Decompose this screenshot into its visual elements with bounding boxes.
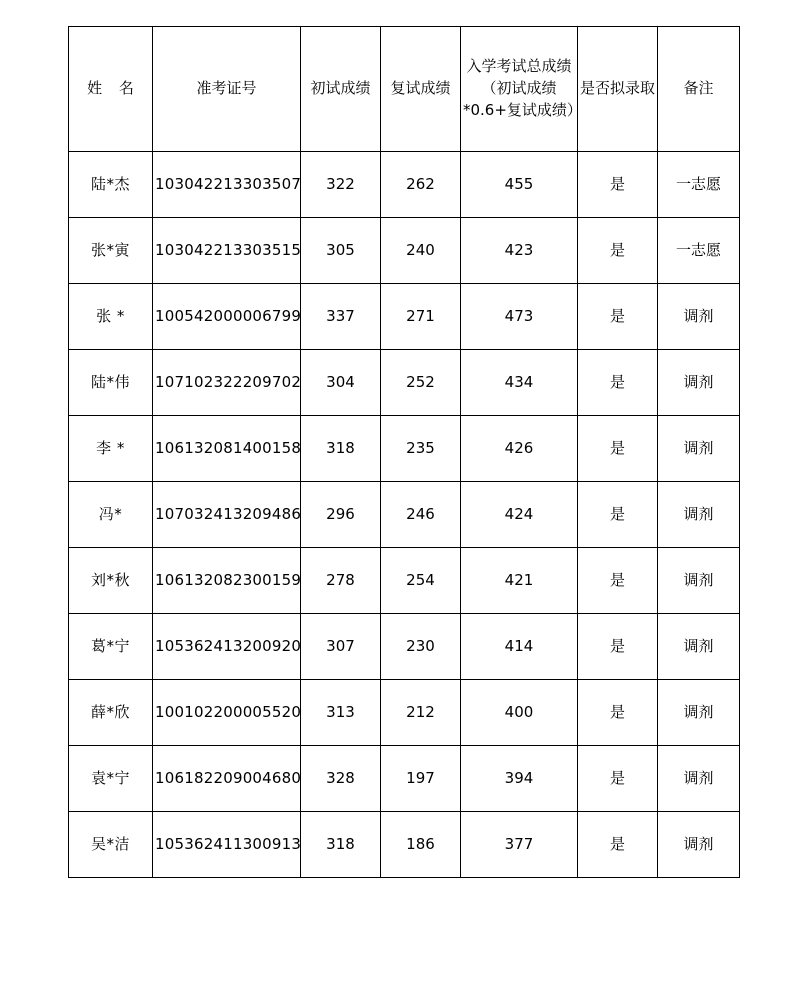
cell-admitted: 是: [578, 548, 658, 614]
cell-admitted: 是: [578, 416, 658, 482]
table-row: [69, 746, 740, 812]
cell-exam-id: 103042213303507: [153, 152, 301, 218]
cell-first-score: 305: [301, 218, 381, 284]
cell-name: 陆*伟: [69, 350, 153, 416]
column-header-second-score-label: 复试成绩: [390, 79, 451, 98]
cell-name: 陆*杰: [69, 152, 153, 218]
cell-admitted: 是: [578, 614, 658, 680]
table-row: [69, 614, 740, 680]
cell-second-score: 252: [381, 350, 461, 416]
column-header-exam-id-label: 准考证号: [196, 79, 257, 98]
cell-second-score: 235: [381, 416, 461, 482]
cell-exam-id: 107032413209486: [153, 482, 301, 548]
cell-note: 调剂: [658, 482, 740, 548]
cell-exam-id: 106132081400158: [153, 416, 301, 482]
cell-exam-id: 106182209004680: [153, 746, 301, 812]
cell-note: 调剂: [658, 680, 740, 746]
cell-first-score: 307: [301, 614, 381, 680]
cell-note: 调剂: [658, 812, 740, 878]
cell-note: 调剂: [658, 416, 740, 482]
cell-first-score: 328: [301, 746, 381, 812]
column-header-first-score-label: 初试成绩: [310, 79, 371, 98]
table-row: [69, 548, 740, 614]
table-row: [69, 680, 740, 746]
cell-name: 葛*宁: [69, 614, 153, 680]
column-header-total-score-label: 入学考试总成绩（初试成绩*0.6+复试成绩）: [463, 57, 582, 119]
cell-exam-id: 106132082300159: [153, 548, 301, 614]
cell-second-score: 212: [381, 680, 461, 746]
cell-exam-id: 103042213303515: [153, 218, 301, 284]
cell-admitted: 是: [578, 350, 658, 416]
cell-total-score: 414: [461, 614, 578, 680]
table-row: [69, 812, 740, 878]
cell-second-score: 271: [381, 284, 461, 350]
column-header-name-label: 姓 名: [87, 79, 140, 98]
cell-admitted: 是: [578, 284, 658, 350]
cell-first-score: 296: [301, 482, 381, 548]
cell-total-score: 434: [461, 350, 578, 416]
cell-total-score: 400: [461, 680, 578, 746]
table-row: [69, 218, 740, 284]
table-header-row: [69, 27, 740, 152]
cell-total-score: 421: [461, 548, 578, 614]
cell-total-score: 377: [461, 812, 578, 878]
cell-total-score: 423: [461, 218, 578, 284]
cell-second-score: 246: [381, 482, 461, 548]
cell-exam-id: 107102322209702: [153, 350, 301, 416]
table-row: [69, 152, 740, 218]
column-header-admitted-label: 是否拟录取: [580, 79, 656, 98]
cell-name: 吴*洁: [69, 812, 153, 878]
cell-second-score: 240: [381, 218, 461, 284]
column-header-exam-id: [153, 27, 301, 152]
table-header: [69, 27, 740, 152]
cell-first-score: 304: [301, 350, 381, 416]
table-body: [69, 152, 740, 878]
table-row: [69, 482, 740, 548]
cell-name: 袁*宁: [69, 746, 153, 812]
table-row: [69, 416, 740, 482]
cell-note: 一志愿: [658, 218, 740, 284]
cell-admitted: 是: [578, 218, 658, 284]
column-header-second-score: [381, 27, 461, 152]
cell-total-score: 426: [461, 416, 578, 482]
cell-admitted: 是: [578, 746, 658, 812]
cell-exam-id: 105362411300913: [153, 812, 301, 878]
cell-name: 李 *: [69, 416, 153, 482]
cell-note: 调剂: [658, 284, 740, 350]
cell-name: 冯*: [69, 482, 153, 548]
cell-total-score: 424: [461, 482, 578, 548]
cell-first-score: 318: [301, 416, 381, 482]
cell-second-score: 262: [381, 152, 461, 218]
cell-note: 调剂: [658, 350, 740, 416]
column-header-first-score: [301, 27, 381, 152]
column-header-note-label: 备注: [683, 79, 714, 98]
cell-total-score: 394: [461, 746, 578, 812]
cell-first-score: 337: [301, 284, 381, 350]
cell-second-score: 197: [381, 746, 461, 812]
cell-admitted: 是: [578, 482, 658, 548]
column-header-note: [658, 27, 740, 152]
cell-name: 张*寅: [69, 218, 153, 284]
cell-total-score: 473: [461, 284, 578, 350]
table-row: [69, 284, 740, 350]
cell-second-score: 230: [381, 614, 461, 680]
column-header-admitted: [578, 27, 658, 152]
cell-admitted: 是: [578, 680, 658, 746]
cell-first-score: 313: [301, 680, 381, 746]
cell-admitted: 是: [578, 812, 658, 878]
cell-second-score: 186: [381, 812, 461, 878]
column-header-total-score: [461, 27, 582, 152]
results-table-container: [68, 26, 739, 878]
cell-first-score: 278: [301, 548, 381, 614]
cell-note: 调剂: [658, 614, 740, 680]
cell-second-score: 254: [381, 548, 461, 614]
cell-exam-id: 100102200005520: [153, 680, 301, 746]
cell-note: 调剂: [658, 548, 740, 614]
cell-admitted: 是: [578, 152, 658, 218]
cell-name: 薛*欣: [69, 680, 153, 746]
cell-first-score: 322: [301, 152, 381, 218]
cell-name: 张 *: [69, 284, 153, 350]
admission-results-table: [68, 26, 740, 878]
cell-exam-id: 105362413200920: [153, 614, 301, 680]
cell-exam-id: 100542000006799: [153, 284, 301, 350]
cell-total-score: 455: [461, 152, 578, 218]
column-header-name: [69, 27, 153, 152]
table-row: [69, 350, 740, 416]
cell-note: 调剂: [658, 746, 740, 812]
cell-note: 一志愿: [658, 152, 740, 218]
cell-first-score: 318: [301, 812, 381, 878]
cell-name: 刘*秋: [69, 548, 153, 614]
